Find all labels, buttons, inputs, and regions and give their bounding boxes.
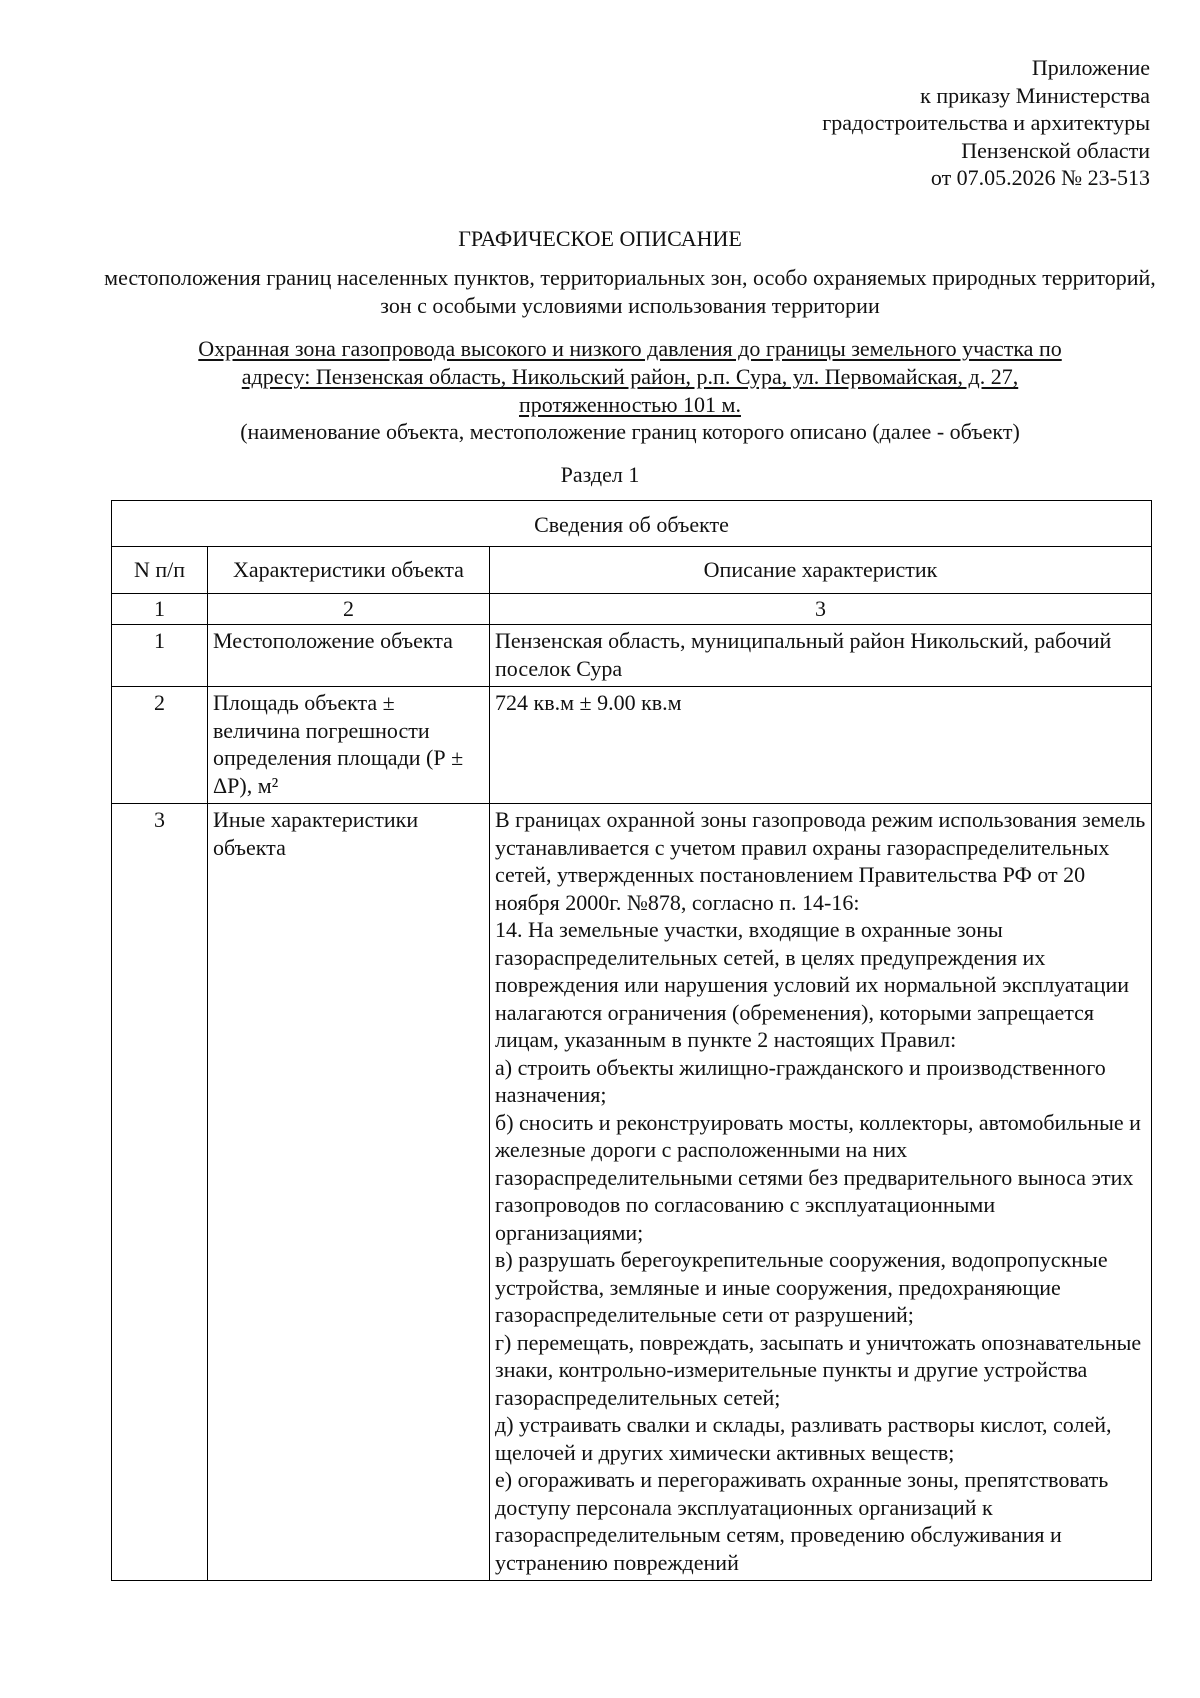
column-number: 3: [490, 594, 1152, 625]
object-name-line: протяженностью 101 м.: [519, 392, 741, 417]
column-header: N п/п: [112, 547, 208, 594]
approval-line: градостроительства и архитектуры: [822, 110, 1150, 135]
table-row: [112, 687, 1152, 804]
column-header: Описание характеристик: [490, 547, 1152, 594]
approval-block: [822, 54, 1150, 192]
characteristic-description: Пензенская область, муниципальный район Никольский, рабочий поселок Сура: [490, 625, 1152, 687]
description-paragraph: б) сносить и реконструировать мосты, коллекторы, автомобильные и железные дороги с расположенными на них газораспределительными сетями без предварительного выноса этих газопроводов по согласованию с эксплуатационными организациями;: [495, 1109, 1141, 1245]
description-paragraph: а) строить объекты жилищно-гражданского и производственного назначения;: [495, 1054, 1106, 1107]
object-info-table: [111, 500, 1152, 1581]
column-number: 2: [208, 594, 490, 625]
characteristic-description: 724 кв.м ± 9.00 кв.м: [490, 687, 1152, 804]
document-title: ГРАФИЧЕСКОЕ ОПИСАНИЕ: [458, 226, 742, 251]
object-name-line: адресу: Пензенская область, Никольский район, р.п. Сура, ул. Первомайская, д. 27,: [241, 364, 1019, 389]
approval-line: к приказу Министерства: [920, 82, 1150, 108]
table-row: [112, 625, 1152, 687]
row-number: 2: [112, 687, 208, 804]
section-label: Раздел 1: [560, 462, 640, 487]
table-row: [112, 804, 1152, 1581]
object-name-line: Охранная зона газопровода высокого и низкого давления до границы земельного участка по: [198, 336, 1062, 361]
description-paragraph: В границах охранной зоны газопровода режим использования земель устанавливается с учетом правил охраны газораспределительных сетей, утвержденных постановлением Правительства РФ от 20 ноября 2000г. №878, согласно п. 14-16:: [495, 807, 1146, 915]
approval-line: Приложение: [1031, 55, 1150, 80]
column-number: 1: [112, 594, 208, 625]
description-paragraph: е) огораживать и перегораживать охранные зоны, препятствовать доступу персонала эксплуатационных организаций к газораспределительным сетям, проведению обслуживания и устранению повреждений: [495, 1467, 1109, 1575]
description-paragraph: д) устраивать свалки и склады, разливать растворы кислот, солей, щелочей и других химически активных веществ;: [495, 1412, 1112, 1465]
description-paragraph: г) перемещать, повреждать, засыпать и уничтожать опознавательные знаки, контрольно-измерительные пункты и другие устройства газораспределительных сетей;: [495, 1329, 1142, 1410]
characteristic-name: Иные характеристики объекта: [208, 804, 490, 1581]
description-paragraph: 14. На земельные участки, входящие в охранные зоны газораспределительных сетей, в целях предупреждения их повреждения или нарушения условий их нормальной эксплуатации налагаются ограничения (обременения), которыми запрещается лицам, указанным в пункте 2 настоящих Правил:: [495, 917, 1130, 1052]
characteristic-name: Площадь объекта ± величина погрешности определения площади (Р ± ΔР), м²: [208, 687, 490, 804]
row-number: 3: [112, 804, 208, 1581]
row-number: 1: [112, 625, 208, 687]
object-name: [100, 335, 1160, 419]
characteristic-description: [490, 804, 1152, 1581]
description-paragraph: в) разрушать берегоукрепительные сооружения, водопропускные устройства, земляные и иные сооружения, предохраняющие газораспределительные сети от разрушений;: [495, 1247, 1108, 1327]
characteristic-name: Местоположение объекта: [208, 625, 490, 687]
approval-line: Пензенской области: [961, 137, 1150, 163]
document-subtitle: местоположения границ населенных пунктов, территориальных зон, особо охраняемых природных территорий, зон с особыми условиями использования территории: [104, 265, 1156, 318]
approval-line: от 07.05.2026 № 23-513: [930, 165, 1150, 190]
object-caption: (наименование объекта, местоположение границ которого описано (далее - объект): [240, 419, 1020, 444]
table-caption: Сведения об объекте: [112, 501, 1152, 547]
column-header: Характеристики объекта: [208, 547, 490, 594]
